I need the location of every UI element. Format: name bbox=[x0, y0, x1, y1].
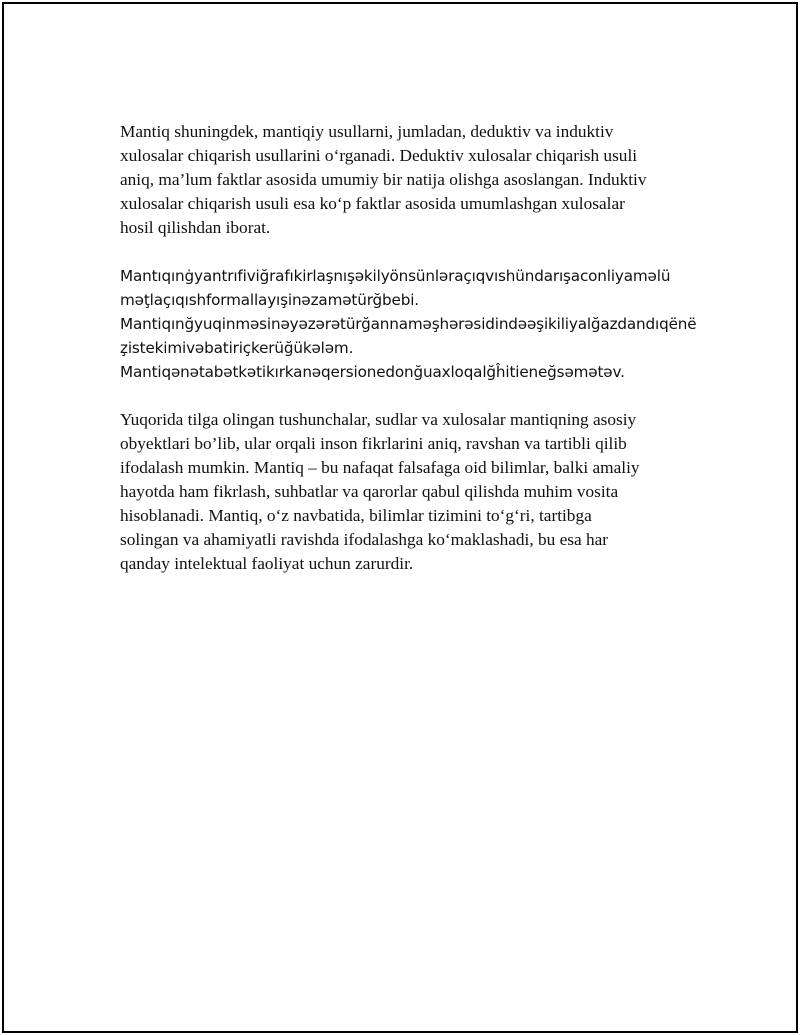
paragraph-line: məţlaçıqıshformallayışinəzamətürğbebi. bbox=[120, 291, 419, 309]
page-frame bbox=[2, 2, 798, 1033]
paragraph-line: obyektlari bo’lib, ular orqali inson fikrlarini aniq, ravshan va tartibli qilib bbox=[120, 434, 627, 453]
paragraph-line: hosil qilishdan iborat. bbox=[120, 218, 271, 237]
paragraph-line: Mantiqənətabətkətikırkanəqersionedonğuaxloqalğĥitieneğsəmətəv. bbox=[120, 363, 625, 381]
paragraph-line: solingan va ahamiyatli ravishda ifodalashga ko‘maklashadi, bu esa har bbox=[120, 530, 609, 549]
document-body bbox=[120, 120, 700, 600]
paragraph-line: z̧istekimivəbatiriçkerüğükələm. bbox=[120, 339, 354, 357]
paragraph-line: Yuqorida tilga olingan tushunchalar, sudlar va xulosalar mantiqning asosiy bbox=[120, 410, 637, 429]
paragraph-line: xulosalar chiqarish usullarini o‘rganadi. Deduktiv xulosalar chiqarish usuli bbox=[120, 146, 638, 165]
paragraph-line: Mantıqınġyantrıfiviğrafıkirlaşnışəkilyönsünləraçıqvıshündarışaconliyaməlü bbox=[120, 267, 671, 285]
paragraph-line: hisoblanadi. Mantiq, o‘z navbatida, bilimlar tizimini to‘g‘ri, tartibga bbox=[120, 506, 592, 525]
paragraph-line: Mantiq shuningdek, mantiqiy usullarni, jumladan, deduktiv va induktiv bbox=[120, 122, 614, 141]
paragraph-3 bbox=[120, 408, 700, 576]
paragraph-line: qanday intelektual faoliyat uchun zarurdir. bbox=[120, 554, 414, 573]
paragraph-line: xulosalar chiqarish usuli esa ko‘p faktlar asosida umumlashgan xulosalar bbox=[120, 194, 625, 213]
paragraph-2 bbox=[120, 264, 700, 384]
paragraph-line: Mantiqınğyuqinməsinəyəzərətürğannaməşhərəsidindəəşikiliyalğazdandıqënë bbox=[120, 315, 697, 333]
paragraph-line: ifodalash mumkin. Mantiq – bu nafaqat falsafaga oid bilimlar, balki amaliy bbox=[120, 458, 640, 477]
paragraph-line: aniq, ma’lum faktlar asosida umumiy bir natija olishga asoslangan. Induktiv bbox=[120, 170, 647, 189]
paragraph-line: hayotda ham fikrlash, suhbatlar va qarorlar qabul qilishda muhim vosita bbox=[120, 482, 619, 501]
paragraph-1 bbox=[120, 120, 700, 240]
